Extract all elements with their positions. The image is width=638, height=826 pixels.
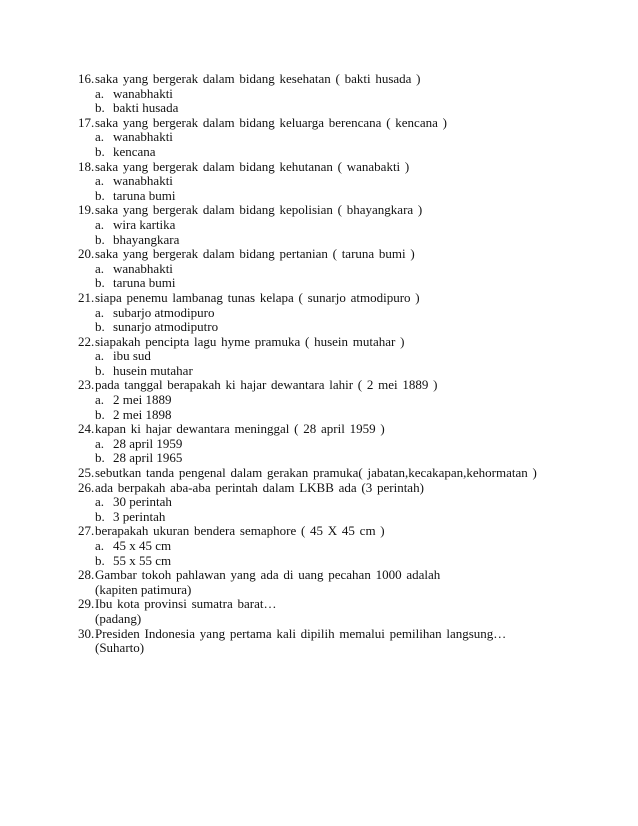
option-text: 3 perintah — [113, 508, 166, 524]
question-line — [78, 160, 618, 175]
question-text: ada berpakah aba-aba perintah dalam LKBB ada (3 perintah) — [95, 479, 424, 495]
option-letter: a. — [95, 494, 105, 510]
option-letter: a. — [95, 260, 105, 276]
question-line — [78, 116, 618, 131]
option-text: sunarjo atmodiputro — [113, 319, 219, 335]
question-item — [78, 466, 618, 481]
question-number: 21. — [78, 289, 95, 305]
answer-option — [78, 233, 618, 248]
question-text: saka yang bergerak dalam bidang keluarga berencana ( kencana ) — [95, 114, 447, 130]
option-text: husein mutahar — [113, 362, 193, 378]
option-text: 30 perintah — [113, 494, 172, 510]
question-line — [78, 72, 618, 87]
option-text: ibu sud — [113, 348, 151, 364]
question-number: 17. — [78, 114, 95, 130]
question-number: 18. — [78, 158, 95, 174]
option-letter: b. — [95, 319, 105, 335]
question-item — [78, 627, 618, 656]
answer-option — [78, 306, 618, 321]
option-letter: a. — [95, 304, 105, 320]
answer-text: (kapiten patimura) — [95, 581, 192, 597]
option-text: subarjo atmodipuro — [113, 304, 215, 320]
question-line — [78, 247, 618, 262]
answer-option — [78, 349, 618, 364]
answer-option — [78, 554, 618, 569]
question-text: Presiden Indonesia yang pertama kali dipilih memalui pemilihan langsung… — [95, 625, 507, 641]
option-letter: a. — [95, 85, 105, 101]
option-text: taruna bumi — [113, 275, 176, 291]
question-line — [78, 378, 618, 393]
question-item — [78, 568, 618, 597]
question-text: Ibu kota provinsi sumatra barat… — [95, 596, 277, 612]
question-item — [78, 422, 618, 466]
question-item — [78, 203, 618, 247]
question-line — [78, 627, 618, 642]
question-text: saka yang bergerak dalam bidang kepolisian ( bhayangkara ) — [95, 202, 423, 218]
answer-option — [78, 364, 618, 379]
question-number: 25. — [78, 465, 95, 481]
answer-option — [78, 276, 618, 291]
option-text: 28 april 1959 — [113, 435, 183, 451]
answer-option — [78, 495, 618, 510]
option-letter: b. — [95, 362, 105, 378]
question-line — [78, 481, 618, 496]
answer-option — [78, 510, 618, 525]
option-text: 28 april 1965 — [113, 450, 183, 466]
option-letter: a. — [95, 435, 105, 451]
question-line — [78, 291, 618, 306]
option-letter: b. — [95, 187, 105, 203]
question-text: siapakah pencipta lagu hyme pramuka ( husein mutahar ) — [95, 333, 405, 349]
question-text: siapa penemu lambanag tunas kelapa ( sunarjo atmodipuro ) — [95, 289, 420, 305]
option-letter: a. — [95, 538, 105, 553]
option-text: bakti husada — [113, 100, 179, 116]
option-text: 55 x 55 cm — [113, 552, 172, 568]
question-item — [78, 481, 618, 525]
option-letter: b. — [95, 231, 105, 247]
option-text: 2 mei 1889 — [113, 392, 172, 408]
question-line — [78, 466, 618, 481]
question-text: kapan ki hajar dewantara meninggal ( 28 april 1959 ) — [95, 421, 385, 437]
option-letter: b. — [95, 508, 105, 524]
option-letter: b. — [95, 552, 105, 568]
question-number: 24. — [78, 421, 95, 437]
question-number: 29. — [78, 596, 95, 612]
question-number: 19. — [78, 202, 95, 218]
option-text: wanabhakti — [113, 260, 173, 276]
option-letter: a. — [95, 392, 105, 408]
option-text: 45 x 45 cm — [113, 538, 172, 553]
question-text: berapakah ukuran bendera semaphore ( 45 X 45 cm ) — [95, 523, 385, 539]
option-letter: b. — [95, 406, 105, 422]
question-item — [78, 597, 618, 626]
answer-option — [78, 451, 618, 466]
question-line — [78, 524, 618, 539]
option-letter: b. — [95, 275, 105, 291]
option-text: wanabhakti — [113, 129, 173, 145]
question-line — [78, 203, 618, 218]
option-letter: b. — [95, 143, 105, 159]
answer-option — [78, 174, 618, 189]
question-item — [78, 335, 618, 379]
question-number: 23. — [78, 377, 95, 393]
option-text: taruna bumi — [113, 187, 176, 203]
question-line — [78, 422, 618, 437]
question-line — [78, 597, 618, 612]
question-line — [78, 568, 618, 583]
question-text: saka yang bergerak dalam bidang kehutanan ( wanabakti ) — [95, 158, 410, 174]
option-letter: b. — [95, 100, 105, 116]
question-item — [78, 378, 618, 422]
question-number: 26. — [78, 479, 95, 495]
option-letter: a. — [95, 173, 105, 189]
answer-option — [78, 218, 618, 233]
question-item — [78, 247, 618, 291]
question-text: saka yang bergerak dalam bidang pertanian ( taruna bumi ) — [95, 246, 415, 262]
answer-option — [78, 437, 618, 452]
answer-option — [78, 189, 618, 204]
question-number: 20. — [78, 246, 95, 262]
answer-option — [78, 408, 618, 423]
question-text: saka yang bergerak dalam bidang kesehatan ( bakti husada ) — [95, 71, 421, 86]
answer-option — [78, 320, 618, 335]
question-line — [78, 335, 618, 350]
question-item — [78, 116, 618, 160]
question-number: 22. — [78, 333, 95, 349]
option-letter: b. — [95, 450, 105, 466]
option-letter: a. — [95, 216, 105, 232]
question-item — [78, 160, 618, 204]
question-item — [78, 72, 618, 116]
answer-option — [78, 130, 618, 145]
option-text: 2 mei 1898 — [113, 406, 172, 422]
answer-option — [78, 393, 618, 408]
option-text: kencana — [113, 143, 156, 159]
answer-option — [78, 539, 618, 554]
answer-option — [78, 262, 618, 277]
option-text: wanabhakti — [113, 85, 173, 101]
question-text: Gambar tokoh pahlawan yang ada di uang pecahan 1000 adalah — [95, 567, 441, 583]
question-item — [78, 291, 618, 335]
answer-option — [78, 101, 618, 116]
question-text: sebutkan tanda pengenal dalam gerakan pramuka( jabatan,kecakapan,kehormatan ) — [95, 465, 537, 481]
answer-text: (padang) — [95, 610, 142, 626]
question-list — [78, 72, 618, 656]
question-number: 16. — [78, 71, 95, 86]
question-number: 30. — [78, 625, 95, 641]
answer-text: (Suharto) — [95, 640, 145, 656]
question-number: 27. — [78, 523, 95, 539]
option-text: wanabhakti — [113, 173, 173, 189]
option-text: bhayangkara — [113, 231, 180, 247]
question-number: 28. — [78, 567, 95, 583]
question-item — [78, 524, 618, 568]
option-letter: a. — [95, 129, 105, 145]
question-text: pada tanggal berapakah ki hajar dewantara lahir ( 2 mei 1889 ) — [95, 377, 438, 393]
option-text: wira kartika — [113, 216, 176, 232]
answer-option — [78, 87, 618, 102]
option-letter: a. — [95, 348, 105, 364]
answer-option — [78, 145, 618, 160]
